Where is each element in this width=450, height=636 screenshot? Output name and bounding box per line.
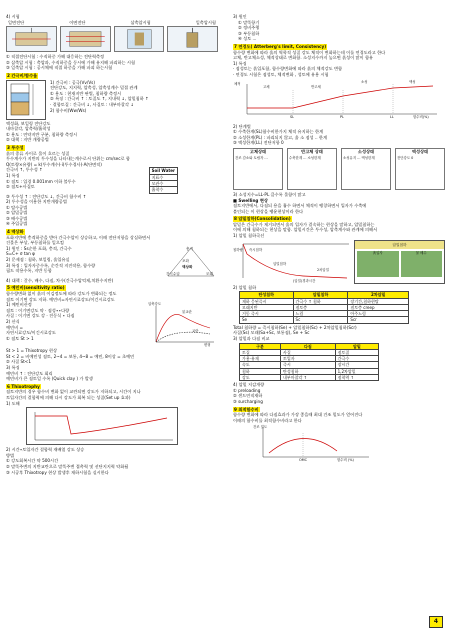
atterberg-limit: PL	[340, 114, 344, 119]
settlement-formula: Total 침하량 = 즉시침하(Se) + 압밀침하(Sc) + 2차압밀침하(Scr)	[233, 324, 357, 330]
atterberg-state-boxes	[233, 148, 445, 190]
atterberg-state: 액성	[409, 79, 416, 84]
section-sensitivity-title: 5 예민비(sensitivity ratio)	[7, 285, 65, 291]
permeability-line: ① 탈수공법	[6, 204, 28, 210]
sensitivity-line: St > 1 = Thixotropy 현상	[6, 348, 57, 354]
sensitivity-line: 1) 예민비산정	[6, 302, 32, 308]
liquefaction-line: S=C+ σ tan φ	[6, 251, 35, 257]
consolidation-x-label: (압밀)경과시간	[293, 278, 316, 283]
omc-line: 이때의 함수비를 최적함수비라고 한다	[233, 417, 302, 423]
section-atterberg-title: 7 연경도( Atterberg's limit, Consistency)	[234, 43, 327, 49]
consolidation-chart	[233, 240, 351, 284]
thixotropy-line: ① 강도회복시간 약 500시간	[6, 458, 59, 464]
test-type-label: 이면전단	[69, 19, 86, 25]
liquefaction-node: 포화	[182, 258, 189, 263]
liquefaction-node: 모래	[206, 271, 213, 276]
consolidation-label: 압밀침하	[273, 261, 287, 266]
settlement-header: 압밀침하	[293, 292, 348, 298]
compaction-cell: 사질	[281, 349, 336, 355]
section-consolidation-title: 8 압밀침하(Consolidation)	[234, 216, 291, 222]
graph-series-label: 불교란	[182, 310, 192, 315]
settlement-cell: 장기간,침하현탈	[348, 298, 409, 304]
consolidation-label: 2차압밀	[317, 267, 329, 272]
sensitivity-line: St < 2 = 비예민성 점토, 2~4 = 보통, 4~8 = 예민, 8이상 = 초예민	[6, 353, 135, 359]
atterberg-limit: SL	[290, 114, 295, 119]
illustration-panel: 물 배수	[401, 251, 443, 277]
illustration-panel: 흙입자	[357, 251, 399, 277]
atterberg-y-label: 체적	[234, 81, 241, 86]
atterberg-state: 고체	[263, 84, 270, 89]
compaction-cell: 속도	[240, 362, 281, 368]
permeability-line: ③ 투수성 ↑ : 전단강도 ↓, 간극비 함수비 ↑	[6, 193, 87, 199]
sensitivity-line: ② 사질 St<1	[6, 359, 31, 365]
graph-x-label: 변형	[204, 343, 211, 348]
thixotropy-line: 1) 도해	[6, 400, 20, 406]
soil-water-table	[149, 167, 178, 193]
section-omc-title: 9 최적함수비	[234, 406, 259, 412]
test-item: ③ 일축압 시험 : 공시체에 직접 하중을 가해 파괴 하는시험	[6, 65, 113, 71]
compaction-cell: 간극수	[335, 356, 378, 362]
omc-x-label: 함수비 (%)	[337, 458, 354, 463]
atterberg-step: ① 수축한계(SL)함수비한가지 체적 유지하는 한계	[233, 129, 324, 135]
sensitivity-line: 예민비가 큰 점토일 수록 (Quick clay ) 가 발생	[6, 376, 93, 382]
atterberg-step: ② 소성한계(PL) : 파괴되지 않고, 흙 소 점성 .. 한계	[233, 134, 327, 140]
liquefaction-diagram	[164, 246, 218, 278]
atterberg-step: ③ 액성한계(LL) 전단저항 0	[233, 140, 284, 146]
thixotropy-line: 토입자간의 결합력에 의해 다시 강도가 회복 되는 성질(Set up 효과)	[6, 394, 131, 400]
test-item: ② 삼축압 시험 : 축압과, 수직하중을 동시에 가해 유지해 파괴하는 시험	[6, 59, 136, 65]
section-thixotropy-title: 6 Thixotrophy	[7, 383, 40, 389]
test-type-label: 일면전단	[8, 19, 25, 25]
soil-phase-diagram	[6, 80, 46, 120]
liquefaction-line: 4) 대책 : 갈수, 배수, 다짐, 차수(간극수압억제,치환수지반)	[6, 277, 114, 283]
double-shear-figure	[60, 26, 111, 52]
sensitivity-line: 2) 산식	[6, 319, 20, 324]
omc-peak-label: OMC	[299, 458, 307, 463]
page-number: 4	[429, 616, 443, 628]
atterberg-line: 고체, 반고체소성, 체적상태로 변화함. 소성지수까지 높으면 흙성이 많이 함유	[233, 55, 374, 61]
compaction-cell: 내부마찰각 ↑	[281, 375, 336, 381]
test-type-labels	[6, 20, 218, 26]
compaction-cell: 1,2차압밀	[335, 368, 378, 374]
settlement-cell: 점토층 creep	[348, 304, 409, 310]
liquefaction-line: 3) 특징 : 입자자중수록, 순간적 지진작용, 함수량	[6, 262, 96, 268]
settlement-cell: Se	[240, 317, 294, 323]
void-ratio-line: 2) 함수비(Ww/Ws)	[50, 107, 87, 113]
settlement-cell: 점토층	[293, 304, 348, 310]
settlement-cell: Scr	[348, 317, 409, 323]
compaction-cell: 장시간	[335, 362, 378, 368]
settlement-cell: 모래지반	[240, 304, 294, 310]
thixotropy-line: 방법	[6, 452, 15, 458]
permeability-line: ② 압밀공법	[6, 210, 28, 216]
liquefaction-line: 1) 원인 : Ss순한 포화, 충격, 간극수	[6, 245, 72, 251]
permeability-line: Q(토량×유량) = k(투수계수)·i(투수경사)·A(단면적)	[6, 161, 102, 167]
liquefaction-node-center: 액상화	[182, 264, 193, 269]
compaction-cell: 즉시	[281, 362, 336, 368]
state-box	[233, 148, 283, 190]
compaction-cell: 가용·유재	[240, 356, 281, 362]
graph-series-label: 교란	[192, 329, 199, 334]
void-ratio-line: 액성화, 보일링 전단강도	[6, 120, 51, 126]
void-ratio-line: 전단강도, 지지력, 압축성, 압축성계수 밀접 관계	[50, 85, 138, 91]
cause-item: ④ 성토 ...	[238, 36, 257, 42]
omc-chart	[253, 425, 373, 463]
sensitivity-line: 예민비 =	[6, 324, 23, 330]
consolidation-sub: 3) 압밀과 다짐 비교	[233, 335, 270, 341]
compaction-cell: 토입자	[281, 356, 336, 362]
state-box-note: 소성유지 ... 액성한계	[343, 155, 375, 160]
compaction-cell: 강도	[240, 375, 281, 381]
sensitivity-line: 사질 : 이기면 강도 강 · 진동식 ∙ 다짐	[6, 313, 75, 319]
state-box-note: 수축한계 ... 소성한계	[289, 155, 321, 160]
state-box-note: 전단강도 0	[397, 155, 414, 160]
soil-water-row: 모관수	[149, 180, 177, 186]
permeability-line: 흙의 종류 사이로 물이 흐르는 성질	[6, 150, 70, 156]
consolidation-line: 1) 압밀 침하곡선	[233, 233, 265, 239]
test-type-label: 삼축압시험	[130, 19, 151, 25]
thixotropy-diagram	[26, 407, 178, 445]
left-column	[6, 14, 218, 475]
atterberg-line: 3) 소성지수=LL-PL 클수록 물함이 많고	[233, 191, 306, 197]
consolidation-sub: 2) 압밀 침하	[233, 284, 257, 290]
test-type-label: 일축압시험	[195, 19, 216, 25]
test-item: ① 직접전단시험 : 수직하중 가해 대응하는 전단력측정	[6, 54, 105, 60]
cause-item: ③ 부등침하	[238, 30, 260, 36]
unconfined-figure	[167, 26, 218, 52]
soil-water-row: 지표수	[149, 174, 177, 180]
compaction-cell: 점토질	[335, 349, 378, 355]
compaction-header: 구분	[240, 343, 281, 349]
permeability-line: 간극비 ↑, 투수성 ↑	[6, 167, 43, 173]
compaction-header: 다짐	[281, 343, 336, 349]
section-liquefaction-title: 4 액상화	[7, 229, 24, 235]
sensitivity-line: 함수량변화 없이 흙의 이김정도에 따라 강도가 변화되는 정도	[6, 291, 117, 297]
state-box-title: 소성상태	[357, 148, 375, 154]
reduction-line: ② 샌드연직재하	[233, 393, 263, 399]
settlement-cell: 아주느림	[348, 311, 409, 317]
atterberg-line: 점토지반에서, 다짐되 용을 흡수 하면서 체적이 팽창하면서 입자가 수축에	[233, 203, 367, 209]
void-ratio-line: · 결합토질 : 간극비 ↓, 사질토 : 내부마찰각 ↓	[50, 101, 134, 107]
reduction-line: 4) 압밀 저감개량	[233, 382, 265, 388]
omc-y-label: 건조 밀도	[253, 425, 268, 430]
permeability-line: ① 점토 : 입경 0.001mm 이하 불투수	[6, 178, 76, 184]
consolidation-label: 즉시침하	[249, 247, 263, 252]
test-apparatus-figures	[6, 26, 218, 52]
sensitivity-line: 점토 이기면 강도 저하. 예민비=자연시료강도/이긴시료강도	[6, 296, 115, 302]
state-box-note: 건조 감소와 토립자 ...	[235, 155, 268, 160]
compaction-cell: 점착력 ↑	[335, 375, 378, 381]
cause-item: ② 정비주행	[238, 25, 260, 31]
compaction-cell: 침하	[240, 368, 281, 374]
consolidation-y-label: 침하량	[233, 247, 243, 252]
void-ratio-line: ① 용도 : 연약지반 구분, 침하량 측정시	[6, 131, 78, 137]
atterberg-state: 반고체	[311, 84, 321, 89]
atterberg-state: 소성	[361, 79, 368, 84]
state-box-title: 액성상태	[411, 148, 429, 154]
compaction-cell: 탄성침하	[281, 368, 336, 374]
void-ratio-line: ② 특징 : 간극비 ↑ : 토질도 ↑, 지내력 ↓, 압밀침하 ↑	[50, 96, 149, 102]
strength-graph	[148, 302, 218, 348]
sensitivity-line: 자연시료강도/이긴시료강도	[6, 330, 56, 336]
permeability-line: ④ 주입공법	[6, 221, 28, 227]
soil-water-row: 흡착수	[149, 187, 177, 193]
reduction-line: ① preloading	[233, 387, 261, 393]
settlement-cell: 느림	[293, 311, 348, 317]
state-box-title: 고체상태	[249, 148, 267, 154]
compaction-header: 압밀	[335, 343, 378, 349]
permeability-line: ③ 배수공법	[6, 215, 28, 221]
atterberg-x-label: 함수비(%)	[413, 114, 429, 119]
liquefaction-line: 건물은 부상, 부등침하를 일으킴	[6, 240, 64, 246]
sensitivity-line: 3) 특징	[6, 365, 20, 370]
consolidation-line: 압밀은 간극수가 제거되면서 흙의 입자가 결속하는 현상을 말하고, 압밀침하는	[233, 221, 375, 227]
settlement-formula: 사질(Ss) 모래(Sa+Sc, 보통점), Se + Sc	[233, 330, 310, 336]
sensitivity-line: 점토 : 이기면강도 약 · 점성∙∙다량	[6, 307, 70, 313]
liquefaction-node: 충격	[186, 246, 193, 251]
consolidation-line: 이에 의해 침하되는 현상을 말함. 압밀시간은 투수성, 압축계수와 관계에 의해서	[233, 227, 378, 233]
single-shear-figure	[6, 26, 57, 52]
thixotropy-line: 2) 시간∙토입자간 결합력 재배열 강도 상승	[6, 447, 85, 453]
compaction-table	[239, 343, 379, 382]
permeability-line: 1) 특징	[6, 172, 20, 178]
permeability-line: 2) 투수성을 이용한 지반개량공법	[6, 199, 67, 205]
void-ratio-line: ② 대책 : 지반 개량공법	[6, 137, 49, 143]
settlement-cell: 재하 응된즉시	[240, 298, 294, 304]
reduction-line: ③ surcharging	[233, 399, 263, 405]
liquefaction-line: 필드 작용수록, 지반 동합	[6, 268, 52, 274]
atterberg-line: 함수량 변화에 따라 흙의 역학적 성질 강도 체적이 변화하는데 이를 연경도라고 한다	[233, 49, 386, 55]
section-void-ratio-title: 2 간극비/함수율	[7, 72, 38, 78]
settlement-header: 탄성침하	[240, 292, 294, 298]
atterberg-line: 1) 특징	[233, 60, 247, 66]
graph-y-label: 압축강도	[148, 302, 162, 307]
permeability-line: ② 점토+사질토	[6, 184, 35, 190]
thixotropy-line: ② 말뚝주변의 지반교란으로 말뚝주변 접촉력 및 선단지지력 약화됨	[6, 463, 129, 469]
atterberg-line: · 연경도 시험은 점성토, 체적변화 , 성토에 유용 시험	[233, 71, 329, 77]
section-test-title: 4) 시험	[6, 14, 20, 19]
liquefaction-node: 간극수압	[166, 271, 180, 276]
consolidation-illustration	[354, 240, 445, 284]
cause-title: 3) 원인	[233, 14, 247, 19]
void-ratio-line: 내마찰각, 압축력/흡착성	[6, 126, 51, 132]
compaction-cell: 토질	[240, 349, 281, 355]
atterberg-line: · 점성토는 흙입포함, 함수량변화에 따라 흙의 체적강도 변함	[233, 66, 343, 72]
void-ratio-line: 1) 간극비 : 공극(Vv/Vs)	[50, 79, 95, 85]
thixotropy-line: ③ 시공후 Thixotropy 현상 발생후 재하시험을 실시한다	[6, 469, 109, 475]
soil-water-header: Soil Water	[149, 168, 177, 174]
atterberg-chart	[233, 80, 441, 122]
liquefaction-line: 포화지반에 충격하중을 받아 간극수압이 상승하고, 이때 전단저항을 상실하면서	[6, 234, 151, 240]
sensitivity-line: ① 점토 St > 1	[6, 335, 34, 341]
swelling-title: ■ Swelling 현상	[233, 197, 268, 203]
void-ratio-line: ① 용도 : 현재지반 판별, 침하량 측정시	[50, 90, 122, 96]
cause-item: ① 말뚝항기	[238, 19, 260, 25]
settlement-cell: Sc	[293, 317, 348, 323]
state-box-title: 반고체 상태	[301, 148, 323, 154]
thixotropy-line: 점토지반의 경우 함수비 변화 없이 교란되면 강도가 저하되고, 시간이 지나	[6, 389, 141, 395]
section-permeability-title: 3 투수성	[7, 144, 24, 150]
state-box	[341, 148, 391, 190]
sensitivity-line: 예민비 ↑ : 전단강도 회리	[6, 370, 53, 376]
state-box	[395, 148, 445, 190]
permeability-line: 투수계수가 지반의 투수성을 나타내는계수로서 단위는 cm/sec로 함	[6, 156, 130, 162]
illustration-title: 압밀침하	[355, 241, 444, 249]
settlement-table	[239, 291, 409, 323]
settlement-cell: 간극수 ↑ 침하	[293, 298, 348, 304]
liquefaction-line: 2) 문제점 : 침하, 보일링, 흙입유실	[6, 257, 70, 263]
atterberg-step: 2) 단계별	[233, 123, 251, 129]
state-box	[287, 148, 337, 190]
settlement-cell: 거동 즉시	[240, 311, 294, 317]
right-column	[233, 14, 445, 463]
settlement-header: 2차압밀	[348, 292, 409, 298]
triaxial-figure	[114, 26, 165, 52]
omc-line: 함수량 변화에 따라 다짐효과가 가장 좋을때 최대 건조 밀도가 얻어진다	[233, 412, 363, 418]
atterberg-limit: LL	[390, 114, 394, 119]
atterberg-line: 붙인되는 이 현상을 팽윤현상이라 한다	[233, 208, 304, 214]
